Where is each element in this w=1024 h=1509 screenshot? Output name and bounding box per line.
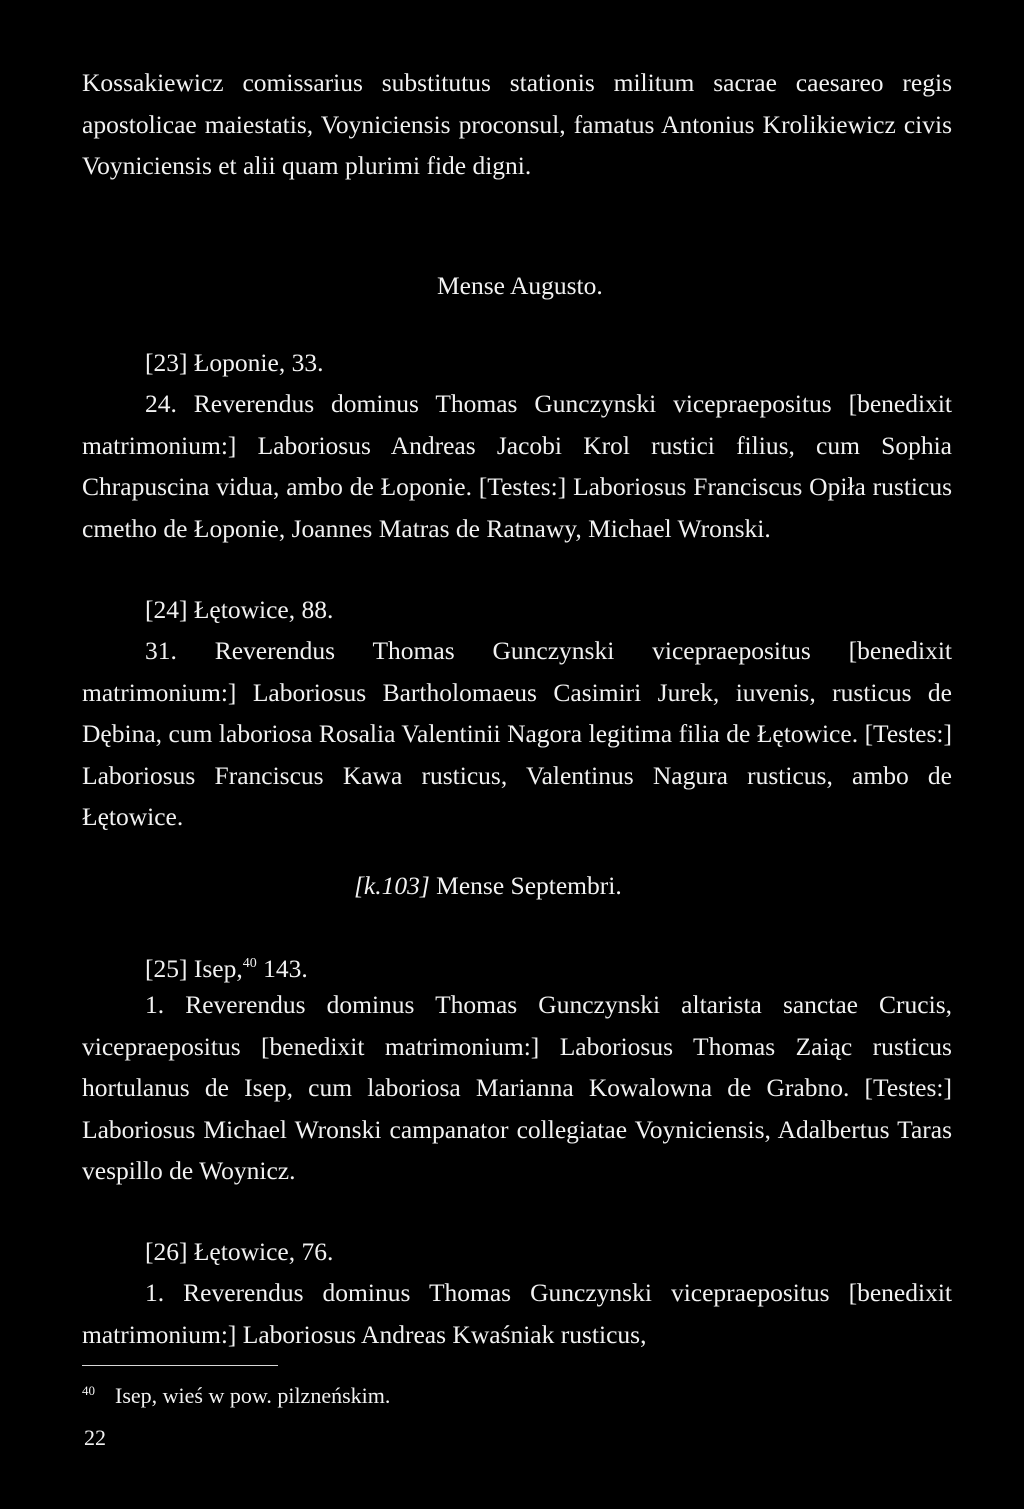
entry-text-23: 24. Reverendus dominus Thomas Gunczynski vicepraepositus [benedixit matrimonium:] Laboriosus Andreas Jacobi Krol rustici filius, cum Sophia Chrapuscina vidua, ambo de Łoponie. [Testes:] Laboriosus Franciscus Opiła rusticus cmetho de Łoponie, Joannes Matras de Ratnawy, Michael Wronski. — [82, 389, 952, 543]
month-label-september: Mense Septembri. — [436, 871, 622, 900]
footnote-text: Isep, wieś w pow. pilzneńskim. — [115, 1383, 391, 1408]
footnote-number: 40 — [82, 1383, 95, 1398]
month-heading-august: Mense Augusto. — [437, 271, 603, 300]
entry-heading-25-number: 143. — [256, 954, 308, 983]
month-heading-september — [354, 865, 854, 907]
entry-text-26: 1. Reverendus dominus Thomas Gunczynski vicepraepositus [benedixit matrimonium:] Laboriosus Andreas Kwaśniak rusticus, — [82, 1278, 952, 1349]
page-number: 22 — [84, 1425, 106, 1450]
entry-text-24: 31. Reverendus Thomas Gunczynski vicepraepositus [benedixit matrimonium:] Laboriosus Bartholomaeus Casimiri Jurek, iuvenis, rusticus de Dębina, cum laboriosa Rosalia Valentinii Nagora legitima filia de Łętowice. [Testes:] Laboriosus Franciscus Kawa rusticus, Valentinus Nagura rusticus, ambo de Łętowice. — [82, 636, 952, 831]
footnote-divider — [82, 1365, 278, 1366]
footnote-reference: 40 — [242, 956, 257, 971]
entry-heading-25-place: [25] Isep, — [145, 954, 243, 983]
entry-heading-26: [26] Łętowice, 76. — [145, 1237, 334, 1266]
paragraph-intro: Kossakiewicz comissarius substitutus stationis militum sacrae caesareo regis apostolicae maiestatis, Voyniciensis proconsul, famatus Antonius Krolikiewicz civis Voyniciensis et alii quam plurimi fide digni. — [82, 68, 952, 180]
entry-heading-24: [24] Łętowice, 88. — [145, 595, 334, 624]
entry-text-25: 1. Reverendus dominus Thomas Gunczynski altarista sanctae Crucis, vicepraepositus [benedixit matrimonium:] Laboriosus Thomas Zaiąc rusticus hortulanus de Isep, cum laboriosa Marianna Kowalowna de Grabno. [Testes:] Laboriosus Michael Wronski campanator collegiatae Voyniciensis, Adalbertus Taras vespillo de Woynicz. — [82, 990, 952, 1185]
footnote — [82, 1376, 390, 1411]
card-reference: [k.103] — [354, 871, 430, 900]
entry-heading-25 — [145, 943, 645, 990]
entry-heading-23: [23] Łoponie, 33. — [145, 348, 324, 377]
